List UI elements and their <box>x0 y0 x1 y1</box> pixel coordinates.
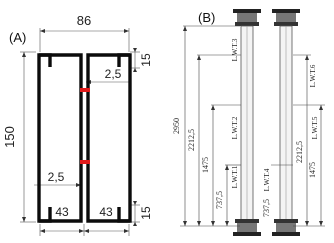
dim-width: 86 <box>76 13 92 28</box>
channel-left <box>39 55 50 221</box>
dim-f: 737,5 <box>262 199 271 217</box>
panel-b-drawing <box>165 0 334 243</box>
dim-b: 1475 <box>201 157 210 173</box>
connector-bottom <box>80 160 90 164</box>
dim-a: 2212,5 <box>187 129 196 151</box>
gauge-lwt3: L.W.T.3 <box>231 38 239 62</box>
connector-top <box>80 88 90 92</box>
column-right <box>272 9 300 236</box>
dim-half-right: 43 <box>99 205 113 219</box>
gauge-lwt4: L.W.T.4 <box>263 168 271 192</box>
dim-d: 2212,5 <box>295 141 304 163</box>
dim-total: 2950 <box>172 118 181 134</box>
panel-b-label: (B) <box>198 10 216 25</box>
gauge-lwt2: L.W.T.2 <box>231 116 239 140</box>
dim-height: 150 <box>2 126 17 148</box>
dim-thickness-top: 2,5 <box>104 67 122 81</box>
dim-lip-top: 15 <box>139 53 153 67</box>
dim-half-left: 43 <box>55 205 69 219</box>
dim-lip-bottom: 15 <box>139 206 153 220</box>
dim-e: 1475 <box>308 162 317 178</box>
dim-thickness-bottom: 2,5 <box>47 170 65 184</box>
dim-c: 737,5 <box>215 191 224 209</box>
panel-a-label: (A) <box>9 30 27 45</box>
gauge-lwt1: L.W.T.1 <box>231 165 239 189</box>
gauge-lwt5: L.W.T.5 <box>311 116 319 140</box>
panel-a-drawing <box>0 0 165 243</box>
gauge-lwt6: L.W.T.6 <box>309 64 317 88</box>
